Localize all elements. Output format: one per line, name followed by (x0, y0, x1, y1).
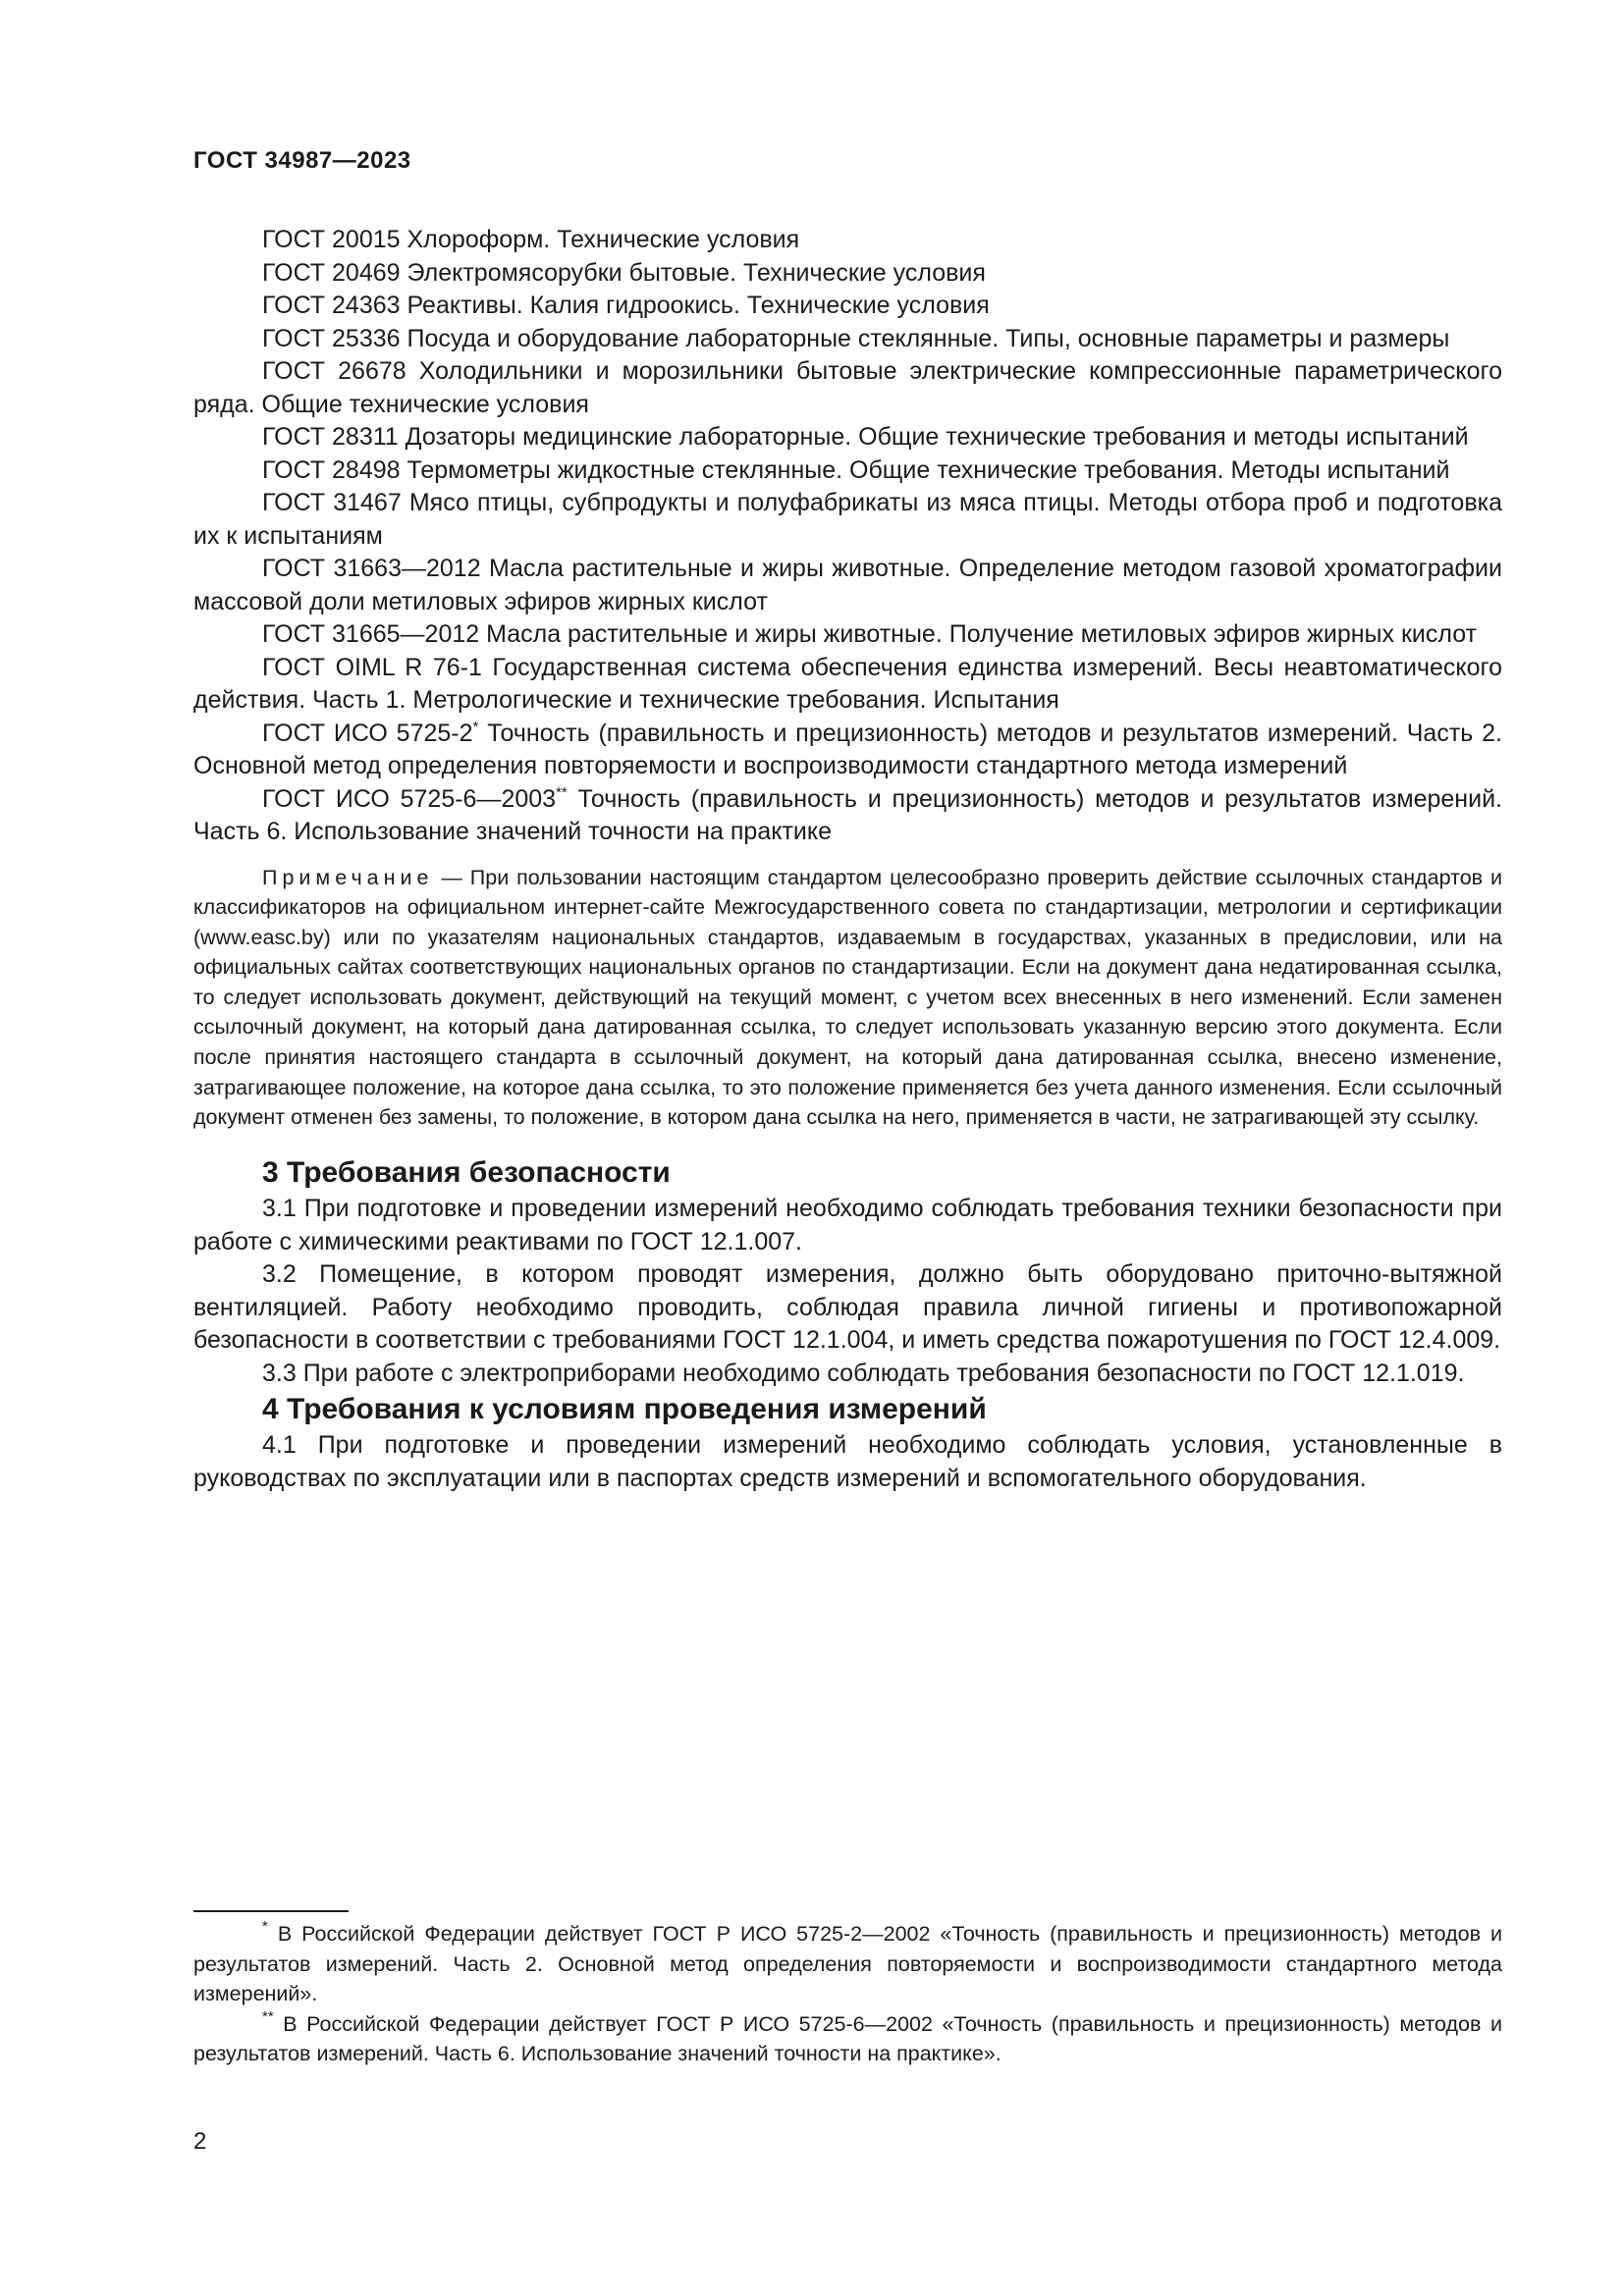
note-text: — При пользовании настоящим стандартом целесообразно проверить действие ссылочных стандартов и классификаторов на официальном интернет-сайте Межгосударственного совета по стандартизации, метрологии и сертификации (www.easc.by) или по указателям национальных стандартов, издаваемым в государствах, указанных в предисловии, или на официальных сайтах соответствующих национальных органов по стандартизации. Если на документ дана недатированная ссылка, то следует использовать документ, действующий на текущий момент, с учетом всех внесенных в него изменений. Если заменен ссылочный документ, на который дана датированная ссылка, то следует использовать указанную версию этого документа. Если после принятия настоящего стандарта в ссылочный документ, на который дана датированная ссылка, внесено изменение, затрагивающее положение, на которое дана ссылка, то это положение применяется без учета данного изменения. Если ссылочный документ отменен без замены, то положение, в котором дана ссылка на него, применяется в части, не затрагивающей эту ссылку. (193, 865, 1502, 1130)
footnote (193, 1919, 1502, 2009)
footnote-text: В Российской Федерации действует ГОСТ Р ИСО 5725-6—2002 «Точность (правильность и прецизионность) методов и результатов измерений. Часть 6. Использование значений точности на практике». (193, 2011, 1502, 2065)
reference-item-iso-5725-2 (193, 718, 1502, 783)
references-note (193, 863, 1502, 1133)
page-number: 2 (193, 2128, 207, 2155)
footnote-marker: ** (556, 783, 568, 801)
reference-item: ГОСТ OIML R 76-1 Государственная система обеспечения единства измерений. Весы неавтоматического действия. Часть 1. Метрологические и технические требования. Испытания (193, 653, 1502, 714)
reference-item: ГОСТ 25336 Посуда и оборудование лабораторные стеклянные. Типы, основные параметры и размеры (262, 324, 1450, 352)
section-3-title: 3 Требования безопасности (262, 1156, 671, 1190)
footnote-separator (193, 1910, 349, 1912)
reference-item: ГОСТ 24363 Реактивы. Калия гидроокись. Технические условия (262, 292, 990, 319)
reference-item: ГОСТ 31467 Мясо птицы, субпродукты и полуфабрикаты из мяса птицы. Методы отбора проб и подготовка их к испытаниям (193, 489, 1502, 550)
paragraph-3-1: 3.1 При подготовке и проведении измерений необходимо соблюдать требования техники безопасности при работе с химическими реактивами по ГОСТ 12.1.007. (193, 1195, 1502, 1255)
note-label: Примечание (262, 865, 434, 889)
footnote-marker: * (472, 718, 479, 735)
reference-title: Точность (правильность и прецизионность) методов и результатов измерений. Часть 2. Основной метод определения повторяемости и воспроизводимости стандартного метода измерений (193, 719, 1502, 779)
reference-item: ГОСТ 28498 Термометры жидкостные стеклянные. Общие технические требования. Методы испытаний (262, 455, 1450, 484)
reference-item: ГОСТ 31665—2012 Масла растительные и жиры животные. Получение метиловых эфиров жирных кислот (262, 620, 1478, 648)
page-content (193, 224, 1502, 1495)
reference-item: ГОСТ 20015 Хлороформ. Технические условия (262, 226, 800, 253)
reference-code: ГОСТ ИСО 5725-2 (262, 719, 473, 747)
footnote-text: В Российской Федерации действует ГОСТ Р ИСО 5725-2—2002 «Точность (правильность и прецизионность) методов и результатов измерений. Часть 2. Основной метод определения повторяемости и воспроизводимости стандартного метода измерений». (193, 1922, 1502, 2005)
reference-code: ГОСТ ИСО 5725-6—2003 (262, 784, 557, 813)
reference-item: ГОСТ 28311 Дозаторы медицинские лабораторные. Общие технические требования и методы испытаний (262, 423, 1469, 451)
reference-item: ГОСТ 26678 Холодильники и морозильники бытовые электрические компрессионные параметрического ряда. Общие технические условия (193, 357, 1502, 418)
reference-item: ГОСТ 20469 Электромясорубки бытовые. Технические условия (262, 258, 986, 287)
paragraph-3-2: 3.2 Помещение, в котором проводят измерения, должно быть оборудовано приточно-вытяжной вентиляцией. Работу необходимо проводить, соблюдая правила личной гигиены и противопожарной безопасности в соответствии с требованиями ГОСТ 12.1.004, и иметь средства пожаротушения по ГОСТ 12.4.009. (193, 1260, 1502, 1355)
footnote-marker: ** (262, 2007, 274, 2025)
reference-title: Точность (правильность и прецизионность) методов и результатов измерений. Часть 6. Использование значений точности на практике (193, 784, 1502, 845)
paragraph-4-1: 4.1 При подготовке и проведении измерений необходимо соблюдать условия, установленные в руководствах по эксплуатации или в паспортах средств измерений и вспомогательного оборудования. (193, 1431, 1502, 1492)
section-4-title: 4 Требования к условиям проведения измерений (262, 1393, 987, 1426)
normative-references-list (193, 224, 1502, 849)
footnote-marker: * (262, 1918, 268, 1935)
footnotes (193, 1919, 1502, 2069)
footnote (193, 2009, 1502, 2069)
reference-item: ГОСТ 31663—2012 Масла растительные и жиры животные. Определение методом газовой хроматографии массовой доли метиловых эфиров жирных кислот (193, 555, 1502, 615)
document-code-header: ГОСТ 34987—2023 (193, 147, 411, 174)
paragraph-3-3: 3.3 При работе с электроприборами необходимо соблюдать требования безопасности по ГОСТ 12.1.019. (262, 1359, 1465, 1387)
reference-item-iso-5725-6 (193, 783, 1502, 849)
